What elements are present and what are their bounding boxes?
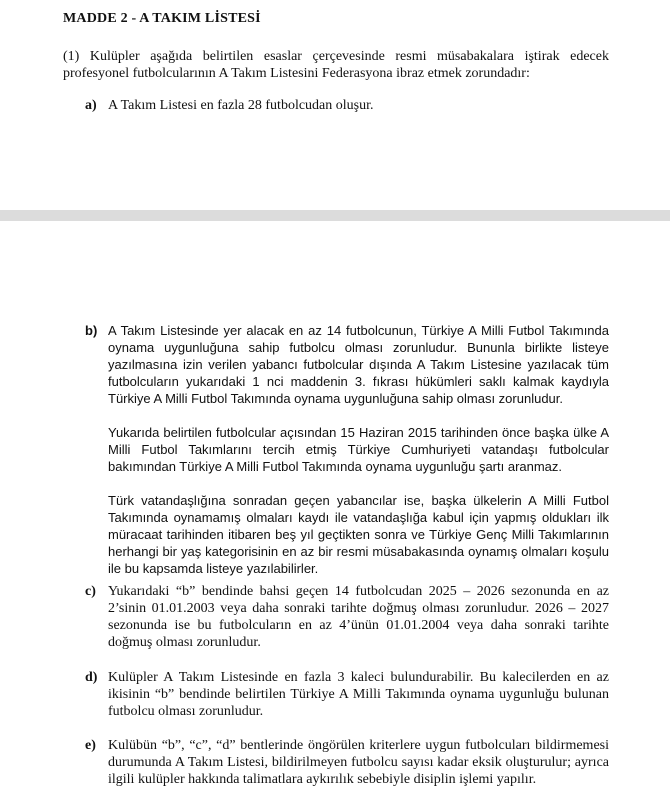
item-b-label: b) — [85, 323, 98, 338]
item-c-label: c) — [85, 584, 96, 599]
item-a-label: a) — [85, 98, 97, 113]
item-d-label: d) — [85, 670, 98, 685]
item-b-paragraph-3: Türk vatandaşlığına sonradan geçen yabancılar ise, başka ülkelerin A Milli Futbol Takımında oynamamış olmaları kaydı ile vatandaşlığa kabul için yapmış oldukları ilk müracaat tarihinden itibaren beş yıl geçtikten sonra ve Türkiye Genç Milli Takımlarının herhangi bir yaş kategorisinin en az bir resmi müsabakasında oynamış olmaları koşulu ile bu kapsamda listeye yazılabilirler. — [108, 493, 609, 576]
item-a-text: A Takım Listesi en fazla 28 futbolcudan oluşur. — [108, 98, 374, 113]
item-e — [85, 737, 609, 788]
item-b-paragraph-2: Yukarıda belirtilen futbolcular açısından 15 Haziran 2015 tarihinden önce başka ülke A Milli Futbol Takımlarını tercih etmiş Türkiye Cumhuriyeti vatandaşı futbolcular bakımından Türkiye A Milli Futbol Takımında oynama uygunluğu şartı aranmaz. — [108, 425, 609, 474]
item-b — [85, 322, 609, 577]
item-c — [85, 583, 609, 651]
item-e-label: e) — [85, 738, 96, 753]
article-heading: MADDE 2 - A TAKIM LİSTESİ — [63, 11, 261, 26]
item-e-text: Kulübün “b”, “c”, “d” bentlerinde öngörülen kriterlere uygun futbolcuları bildirmemesi durumunda A Takım Listesi, bildirilmeyen futbolcu sayısı kadar eksik oluşturulur; ayrıca ilgili kulüpler hakkında talimatlara aykırılık sebebiyle disiplin işlemi yapılır. — [108, 738, 609, 787]
item-b-paragraph-1: A Takım Listesinde yer alacak en az 14 futbolcunun, Türkiye A Milli Futbol Takımında oynama uygunluğuna sahip futbolcu olması zorunludur. Bununla birlikte listeye yazılmasına izin verilen yabancı futbolcular dışında A Takım Listesine yazılacak tüm futbolcuların yukarıdaki 1 nci maddenin 3. fıkrası hükümleri saklı kalmak kaydıyla Türkiye A Milli Futbol Takımında oynama uygunluğuna sahip olması zorunludur. — [108, 323, 609, 406]
page-break-divider — [0, 210, 670, 221]
item-d-text: Kulüpler A Takım Listesinde en fazla 3 kaleci bulundurabilir. Bu kalecilerden en az ikisinin “b” bendinde belirtilen Türkiye A Milli Takımında oynama uygunluğu bulunan futbolcu olması zorunludur. — [108, 670, 609, 719]
item-a — [85, 97, 609, 114]
item-d — [85, 669, 609, 720]
item-c-text: Yukarıdaki “b” bendinde bahsi geçen 14 futbolcudan 2025 – 2026 sezonunda en az 2’sinin 01.01.2003 veya daha sonraki tarihte doğmuş olması zorunludur. 2026 – 2027 sezonunda ise bu futbolcuların en az 4’ünün 01.01.2004 veya daha sonraki tarihte doğmuş olması zorunludur. — [108, 584, 609, 650]
intro-paragraph: (1) Kulüpler aşağıda belirtilen esaslar çerçevesinde resmi müsabakalara iştirak edecek profesyonel futbolcularının A Takım Listesini Federasyona ibraz etmek zorundadır: — [63, 49, 609, 81]
